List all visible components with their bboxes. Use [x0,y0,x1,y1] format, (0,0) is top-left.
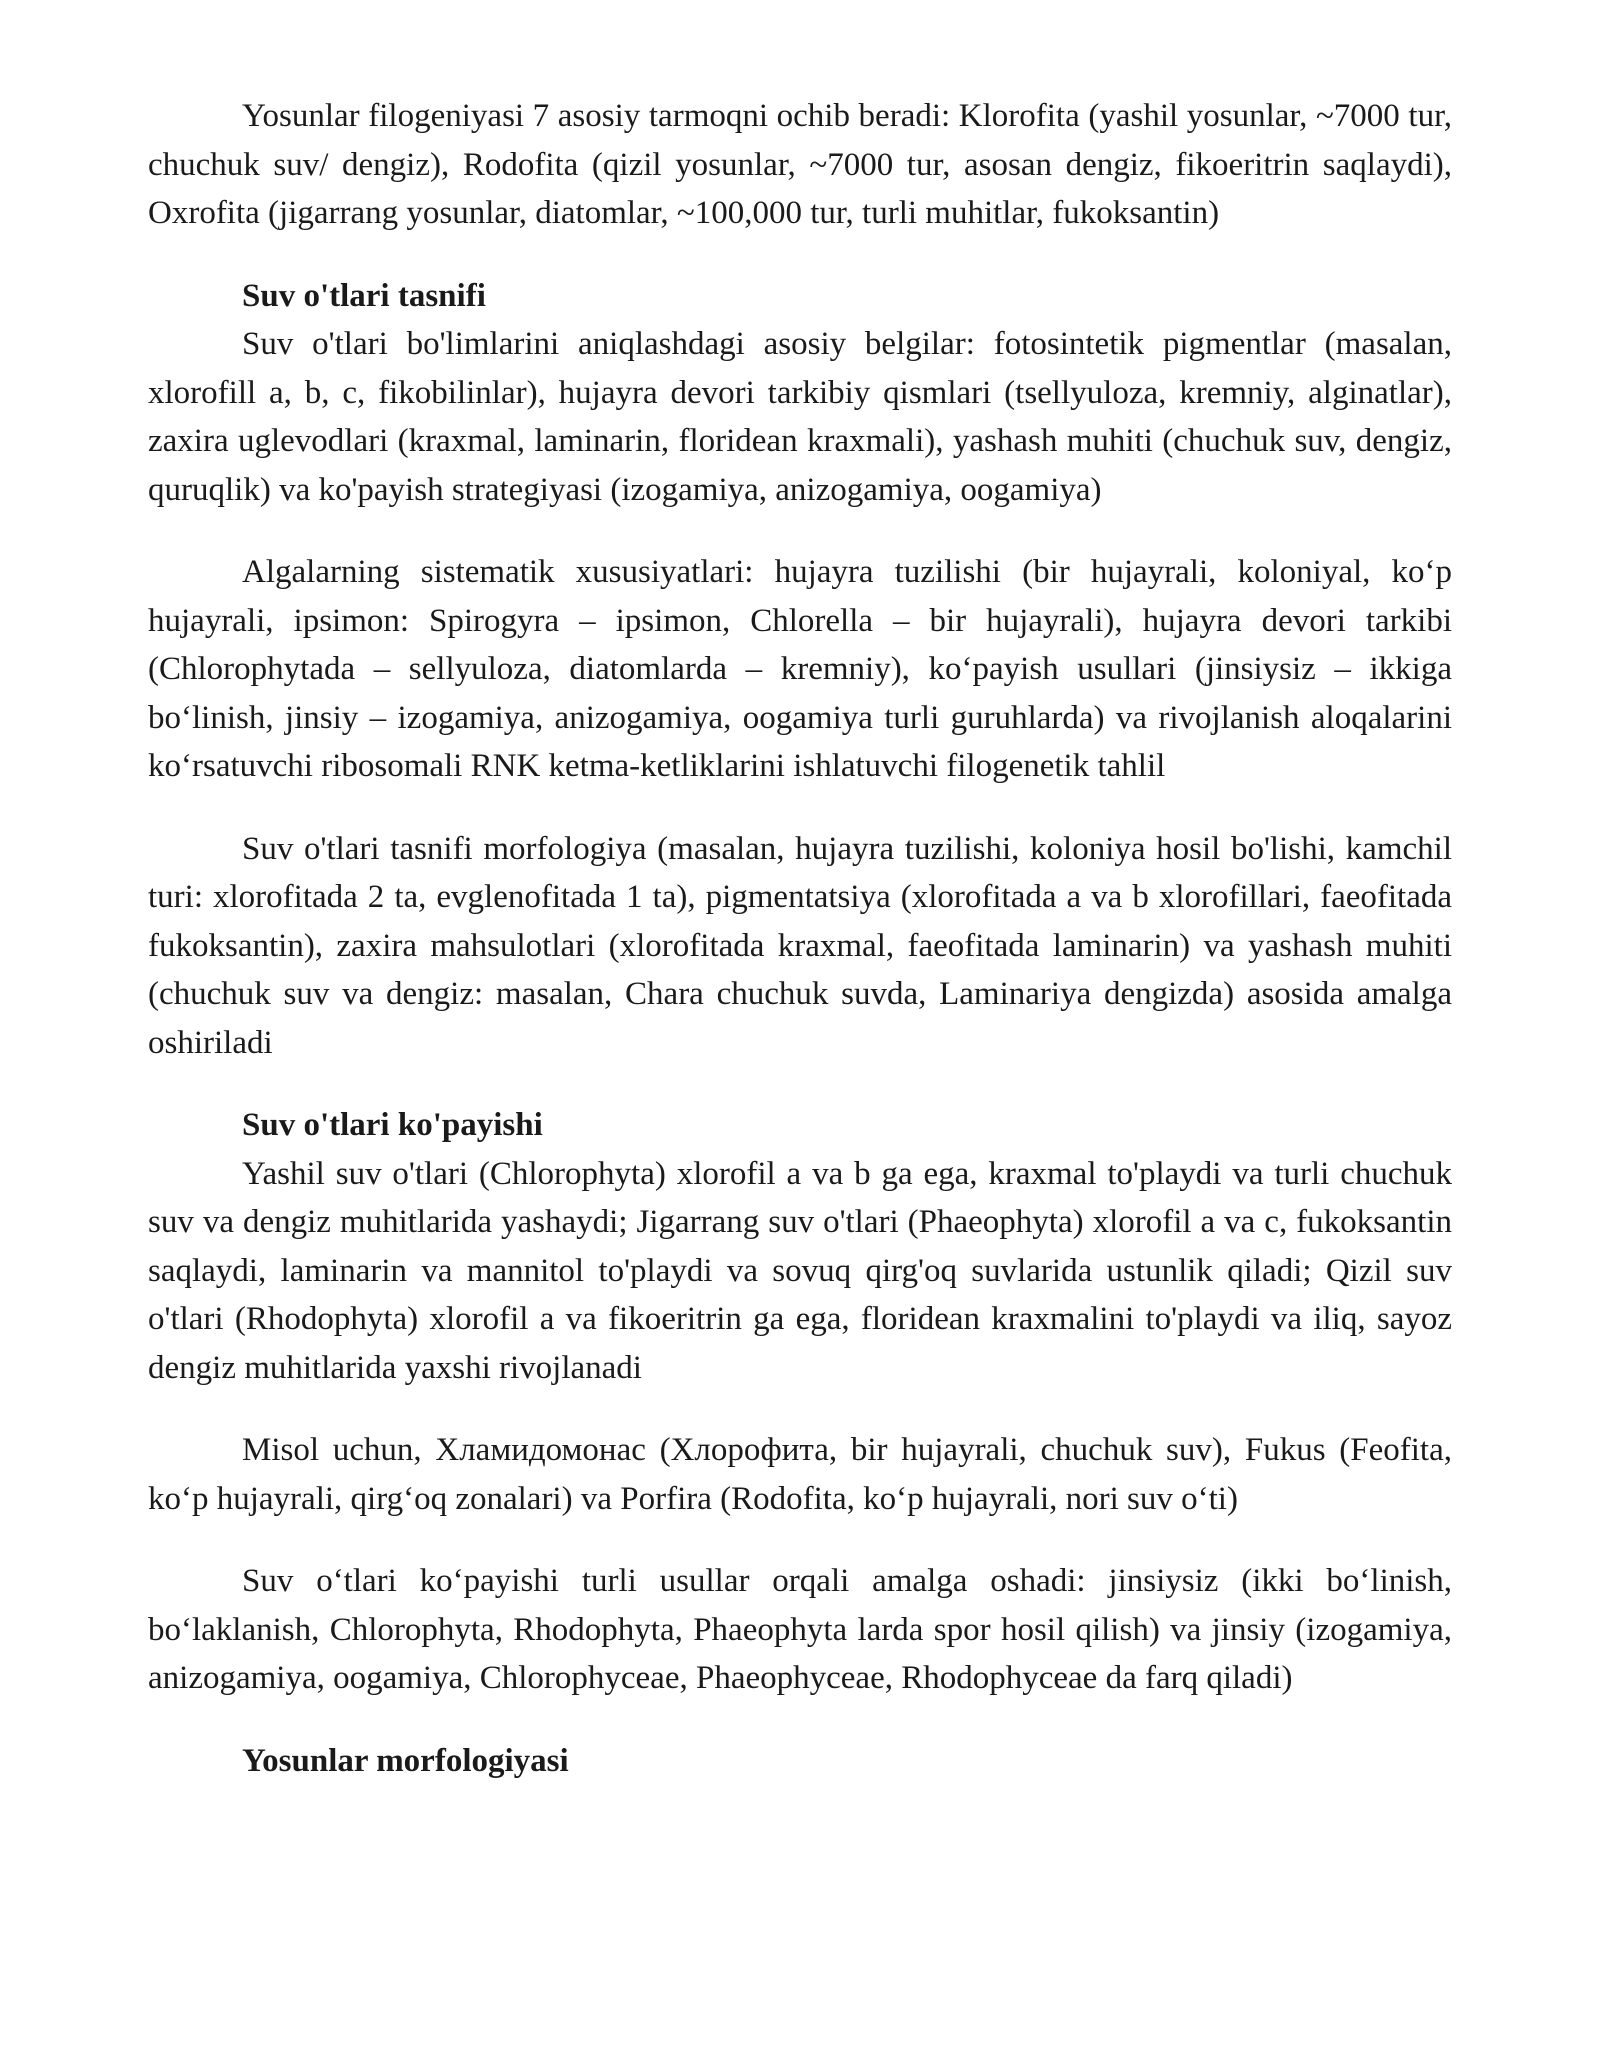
heading-algae-reproduction: Suv o'tlari ko'payishi [242,1107,543,1143]
heading-algae-morphology: Yosunlar morfologiyasi [242,1742,569,1779]
paragraph-systematic-properties: Algalarning sistematik xususiyatlari: hujayra tuzilishi (bir hujayrali, koloniyal, koʻp hujayrali, ipsimon: Spirogyra – ipsimon, Chlorella – bir hujayrali), hujayra devori tarkibi (Chlorophytada – sellyuloza, diatomlarda – kremniy), koʻpayish usullari (jinsiysiz – ikkiga boʻlinish, jinsiy – izogamiya, anizogamiya, oogamiya turli guruhlarda) va rivojlanish aloqalarini koʻrsatuvchi ribosomali RNK ketma-ketliklarini ishlatuvchi filogenetik tahlil [148,554,1452,784]
paragraph-classification-basis: Suv o'tlari tasnifi morfologiya (masalan, hujayra tuzilishi, koloniya hosil bo'lishi, kamchil turi: xlorofitada 2 ta, evglenofitada 1 ta), pigmentatsiya (xlorofitada a va b xlorofillari, faeofitada fukoksantin), zaxira mahsulotlari (xlorofitada kraxmal, faeofitada laminarin) va yashash muhiti (chuchuk suv va dengiz: masalan, Chara chuchuk suvda, Laminariya dengizda) asosida amalga oshiriladi [148,830,1452,1061]
paragraph-examples: Misol uchun, Хламидомонас (Хлорофита, bir hujayrali, chuchuk suv), Fukus (Feofita, koʻp hujayrali, qirgʻoq zonalari) va Porfira (Rodofita, koʻp hujayrali, nori suv oʻti) [148,1432,1452,1517]
document-page [148,92,1452,1785]
paragraph-algae-phylogeny: Yosunlar filogeniyasi 7 asosiy tarmoqni ochib beradi: Klorofita (yashil yosunlar, ~7000 tur, chuchuk suv/ dengiz), Rodofita (qizil yosunlar, ~7000 tur, asosan dengiz, fikoeritrin saqlaydi), Oxrofita (jigarrang yosunlar, diatomlar, ~100,000 tur, turli muhitlar, fukoksantin) [148,98,1452,231]
heading-algae-classification: Suv o'tlari tasnifi [242,277,486,314]
paragraph-division-features: Suv o'tlari bo'limlarini aniqlashdagi asosiy belgilar: fotosintetik pigmentlar (masalan, xlorofill a, b, c, fikobilinlar), hujayra devori tarkibiy qismlari (tsellyuloza, kremniy, alginatlar), zaxira uglevodlari (kraxmal, laminarin, floridean kraxmali), yashash muhiti (chuchuk suv, dengiz, quruqlik) va ko'payish strategiyasi (izogamiya, anizogamiya, oogamiya) [148,326,1452,508]
paragraph-reproduction-methods: Suv oʻtlari koʻpayishi turli usullar orqali amalga oshadi: jinsiysiz (ikki boʻlinish, boʻlaklanish, Chlorophyta, Rhodophyta, Phaeophyta larda spor hosil qilish) va jinsiy (izogamiya, anizogamiya, oogamiya, Chlorophyceae, Phaeophyceae, Rhodophyceae da farq qiladi) [148,1563,1452,1696]
paragraph-algae-groups: Yashil suv o'tlari (Chlorophyta) xlorofil a va b ga ega, kraxmal to'playdi va turli chuchuk suv va dengiz muhitlarida yashaydi; Jigarrang suv o'tlari (Phaeophyta) xlorofil a va c, fukoksantin saqlaydi, laminarin va mannitol to'playdi va sovuq qirg'oq suvlarida ustunlik qiladi; Qizil suv o'tlari (Rhodophyta) xlorofil a va fikoeritrin ga ega, floridean kraxmalini to'playdi va iliq, sayoz dengiz muhitlarida yaxshi rivojlanadi [148,1155,1452,1386]
